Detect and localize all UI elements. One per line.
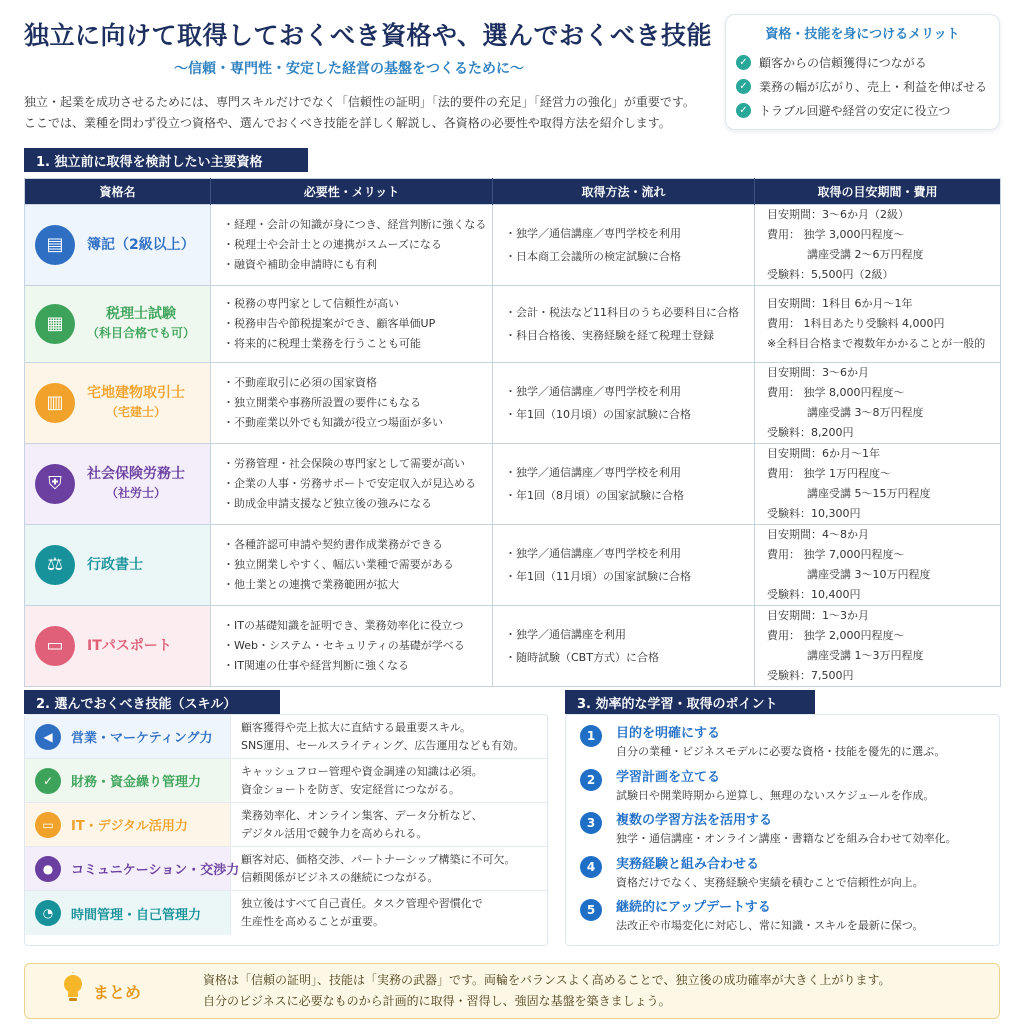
merit-item: ・将来的に税理士業務を行うことも可能: [223, 337, 421, 350]
qualification-title: [87, 305, 195, 343]
building-icon: ▥: [35, 383, 75, 423]
qualification-name: [35, 383, 210, 423]
qualification-name-cell: [25, 286, 211, 363]
cost-item: 受験料：10,400円: [767, 588, 861, 601]
laptop-icon: ▭: [35, 812, 61, 838]
merit-item: ・Web・システム・セキュリティの基礎が学べる: [223, 639, 465, 652]
method-item: ・独学／通信講座／専門学校を利用: [505, 466, 681, 479]
qualification-label: 簿記（2級以上）: [87, 236, 195, 253]
skills-panel: [24, 714, 548, 946]
cost-cell: [755, 606, 1001, 687]
merits-cell: [211, 205, 493, 286]
qualification-label: 宅地建物取引士: [87, 385, 185, 401]
point-number: 4: [580, 856, 602, 878]
qualification-title: [87, 556, 143, 575]
qualification-name-cell: [25, 205, 211, 286]
skill-name: [25, 715, 231, 758]
method-item: ・会計・税法など11科目のうち必要科目に合格: [505, 306, 739, 319]
cost-item: 講座受講 3〜8万円程度: [807, 406, 924, 419]
point-body: [616, 725, 945, 769]
merits-cell: [211, 286, 493, 363]
cost-item: 費用： 独学 8,000円程度〜: [767, 386, 905, 399]
qualification-label: 社会保険労務士: [87, 466, 185, 482]
cost-item: 受験料：5,500円（2級）: [767, 268, 894, 281]
scales-icon: ⚖: [35, 545, 75, 585]
method-item: ・年1回（10月頃）の国家試験に合格: [505, 408, 691, 421]
benefit-text: トラブル回避や経営の安定に役立つ: [759, 103, 951, 118]
merits-cell: [211, 606, 493, 687]
method-item: ・独学／通信講座／専門学校を利用: [505, 227, 681, 240]
benefit-item: [736, 50, 989, 74]
cost-item: 目安期間：1科目 6か月〜1年: [767, 297, 913, 310]
cost-item: 費用： 独学 2,000円程度〜: [767, 629, 905, 642]
point-body: [616, 769, 934, 813]
merit-item: ・IT関連の仕事や経営判断に強くなる: [223, 659, 409, 672]
point-item: [580, 899, 999, 943]
skill-name: [25, 803, 231, 846]
qualification-sublabel: （科目合格でも可）: [87, 326, 196, 340]
method-item: ・科目合格後、実務経験を経て税理士登録: [505, 329, 714, 342]
point-description: 試験日や開業時期から逆算し、無理のないスケジュールを作成。: [616, 788, 935, 802]
table-row: [25, 606, 1001, 687]
benefits-box: [725, 14, 1000, 130]
merit-item: ・他士業との連携で業務範囲が拡大: [223, 578, 399, 591]
method-item: ・年1回（11月頃）の国家試験に合格: [505, 570, 691, 583]
table-header-row: [25, 179, 1001, 205]
megaphone-icon: ◀: [35, 724, 61, 750]
skill-desc-line: SNS運用、セールスライティング、広告運用なども有効。: [241, 738, 525, 752]
finance-chart-icon: ✓: [35, 768, 61, 794]
column-header: 取得の目安期間・費用: [755, 179, 1001, 205]
merit-item: ・助成金申請支援など独立後の強みになる: [223, 497, 432, 510]
table-row: [25, 525, 1001, 606]
summary-line: 資格は「信頼の証明」、技能は「実務の武器」です。両輪をバランスよく高めることで、独立後の成功確率が大きく上がります。: [203, 973, 891, 987]
skill-label: 時間管理・自己管理力: [71, 907, 202, 923]
skill-name: [25, 759, 231, 802]
cost-item: 目安期間：3〜6か月: [767, 366, 869, 379]
point-body: [616, 812, 957, 856]
qualification-name: [35, 225, 210, 265]
merit-item: ・企業の人事・労務サポートで安定収入が見込める: [223, 477, 476, 490]
summary-text: [203, 970, 891, 1012]
table-row: [25, 205, 1001, 286]
cost-item: 講座受講 2〜6万円程度: [807, 248, 924, 261]
merit-item: ・税務申告や節税提案ができ、顧客単価UP: [223, 317, 436, 330]
cost-item: 講座受講 1〜3万円程度: [807, 649, 924, 662]
section2-heading: 2. 選んでおくべき技能（スキル）: [24, 690, 280, 714]
skill-row: [25, 847, 547, 891]
cost-item: 目安期間：1〜3か月: [767, 609, 869, 622]
point-title: 継続的にアップデートする: [616, 900, 771, 915]
cost-cell: [755, 363, 1001, 444]
lightbulb-icon: [53, 972, 93, 1011]
skill-description: [231, 763, 483, 799]
point-title: 複数の学習方法を活用する: [616, 813, 773, 828]
merit-item: ・税理士や会計士との連携がスムーズになる: [223, 238, 442, 251]
ledger-icon: ▤: [35, 225, 75, 265]
cost-cell: [755, 525, 1001, 606]
point-description: 資格だけでなく、実務経験や実績を積むことで信頼性が向上。: [616, 875, 924, 889]
cost-item: 受験料：10,300円: [767, 507, 861, 520]
point-title: 実務経験と組み合わせる: [616, 856, 760, 872]
benefit-text: 顧客からの信頼獲得につながる: [759, 55, 927, 70]
benefit-item: [736, 98, 989, 122]
table-row: [25, 286, 1001, 363]
skill-label: 営業・マーケティング力: [71, 731, 213, 746]
point-item: [580, 812, 999, 856]
qualification-label: 行政書士: [87, 556, 143, 573]
benefit-text: 業務の幅が広がり、売上・利益を伸ばせる: [759, 79, 988, 94]
qualification-name-cell: [25, 363, 211, 444]
merit-item: ・各種許認可申請や契約書作成業務ができる: [223, 538, 443, 551]
point-description: 法改正や市場変化に対応し、常に知識・スキルを最新に保つ。: [616, 919, 924, 932]
intro-line: ここでは、業種を問わず役立つ資格や、選んでおくべき技能を詳しく解説し、各資格の必要性や取得方法を紹介します。: [24, 116, 671, 130]
cost-item: 費用： 1科目あたり受験料 4,000円: [767, 317, 945, 330]
point-item: [580, 725, 999, 769]
speech-bubble-icon: ●: [35, 856, 61, 882]
method-item: ・独学／通信講座を利用: [505, 628, 626, 641]
column-header: 必要性・メリット: [211, 179, 493, 205]
cost-item: 費用： 独学 1万円程度〜: [767, 467, 891, 480]
point-body: [616, 899, 923, 943]
point-description: 独学・通信講座・オンライン講座・書籍などを組み合わせて効率化。: [616, 832, 957, 845]
cost-item: 費用： 独学 3,000円程度〜: [767, 228, 905, 241]
merit-item: ・税務の専門家として信頼性が高い: [223, 297, 399, 310]
points-panel: [565, 714, 1000, 946]
cost-item: 目安期間：6か月〜1年: [767, 447, 880, 460]
skill-desc-line: 顧客獲得や売上拡大に直結する最重要スキル。: [241, 720, 472, 734]
point-number: 1: [580, 725, 602, 747]
qualification-name-cell: [25, 525, 211, 606]
intro-text: [24, 92, 695, 134]
method-item: ・年1回（8月頃）の国家試験に合格: [505, 489, 684, 502]
summary-line: 自分のビジネスに必要なものから計画的に取得・習得し、強固な基盤を築きましょう。: [203, 994, 671, 1008]
point-description: 自分の業種・ビジネスモデルに必要な資格・技能を優先的に選ぶ。: [616, 745, 946, 758]
method-cell: [493, 525, 755, 606]
check-icon: ✓: [736, 103, 751, 118]
qualification-title: [87, 236, 195, 255]
skill-description: [231, 807, 483, 843]
method-cell: [493, 286, 755, 363]
qualification-name: [35, 304, 210, 344]
table-row: [25, 444, 1001, 525]
qualification-table: [24, 178, 1001, 687]
qualification-name: [35, 626, 210, 666]
skill-description: [231, 719, 524, 755]
merits-cell: [211, 444, 493, 525]
point-item: [580, 856, 999, 900]
method-cell: [493, 363, 755, 444]
cost-item: 講座受講 3〜10万円程度: [807, 568, 931, 581]
method-item: ・日本商工会議所の検定試験に合格: [505, 250, 681, 263]
qualification-sublabel: （社労士）: [105, 486, 166, 500]
merit-item: ・不動産業以外でも知識が役立つ場面が多い: [223, 416, 443, 429]
skill-row: [25, 803, 547, 847]
merit-item: ・経理・会計の知識が身につき、経営判断に強くなる: [223, 218, 487, 231]
cost-cell: [755, 286, 1001, 363]
intro-line: 独立・起業を成功させるためには、専門スキルだけでなく「信頼性の証明」「法的要件の充足」「経営力の強化」が重要です。: [24, 95, 695, 109]
qualification-sublabel: （宅建士）: [105, 405, 166, 419]
merit-item: ・不動産取引に必須の国家資格: [223, 376, 377, 389]
skill-name: [25, 891, 231, 935]
merit-item: ・独立開業や事務所設置の要件にもなる: [223, 396, 421, 409]
merits-cell: [211, 363, 493, 444]
skill-desc-line: 生産性を高めることが重要。: [241, 915, 384, 928]
shield-icon: ⛨: [35, 464, 75, 504]
merit-item: ・独立開業しやすく、幅広い業種で需要がある: [223, 558, 454, 571]
qualification-label: 税理士試験: [106, 306, 176, 322]
page-title: 独立に向けて取得しておくべき資格や、選んでおくべき技能: [24, 21, 713, 50]
qualification-name: [35, 464, 210, 504]
merit-item: ・融資や補助金申請時にも有利: [223, 258, 377, 271]
section1-heading: 1. 独立前に取得を検討したい主要資格: [24, 148, 308, 172]
method-cell: [493, 606, 755, 687]
qualification-label: ITパスポート: [87, 637, 172, 654]
benefits-title: 資格・技能を身につけるメリット: [765, 27, 960, 42]
merit-item: ・労務管理・社会保険の専門家として需要が高い: [223, 457, 465, 470]
skill-desc-line: キャッシュフロー管理や資金調達の知識は必須。: [241, 764, 483, 778]
qualification-title: [87, 465, 185, 503]
skill-desc-line: 資金ショートを防ぎ、安定経営につながる。: [241, 782, 461, 796]
method-cell: [493, 205, 755, 286]
calculator-icon: ▦: [35, 304, 75, 344]
qualification-name: [35, 545, 210, 585]
merit-item: ・ITの基礎知識を証明でき、業務効率化に役立つ: [223, 619, 464, 632]
qualification-title: [87, 384, 185, 422]
skill-description: [231, 895, 483, 931]
cost-item: 受験料：7,500円: [767, 669, 854, 682]
skill-name: [25, 847, 240, 890]
point-title: 学習計画を立てる: [616, 769, 721, 785]
skill-description: [231, 851, 516, 887]
cost-cell: [755, 444, 1001, 525]
page-subtitle: 〜信頼・専門性・安定した経営の基盤をつくるために〜: [174, 61, 524, 77]
skill-row: [25, 891, 547, 935]
skill-row: [25, 759, 547, 803]
qualification-name-cell: [25, 606, 211, 687]
cost-item: ※全科目合格まで複数年かかることが一般的: [767, 337, 986, 350]
cost-cell: [755, 205, 1001, 286]
point-number: 2: [580, 769, 602, 791]
skill-label: 財務・資金繰り管理力: [71, 775, 202, 790]
point-number: 3: [580, 812, 602, 834]
column-header: 資格名: [25, 179, 211, 205]
skill-desc-line: 業務効率化、オンライン集客、データ分析など、: [241, 808, 483, 822]
method-cell: [493, 444, 755, 525]
benefit-item: [736, 74, 989, 98]
section3-heading: 3. 効率的な学習・取得のポイント: [565, 690, 815, 714]
qualification-name-cell: [25, 444, 211, 525]
skill-desc-line: デジタル活用で競争力を高められる。: [241, 826, 428, 840]
merits-cell: [211, 525, 493, 606]
clock-icon: ◔: [35, 900, 61, 926]
cost-item: 費用： 独学 7,000円程度〜: [767, 548, 905, 561]
summary-label: まとめ: [93, 982, 142, 1002]
method-item: ・随時試験（CBT方式）に合格: [505, 651, 659, 664]
point-title: 目的を明確にする: [616, 726, 721, 741]
point-item: [580, 769, 999, 813]
monitor-icon: ▭: [35, 626, 75, 666]
skill-label: IT・デジタル活用力: [71, 819, 188, 834]
skill-label: コミュニケーション・交渉力: [71, 863, 240, 878]
point-number: 5: [580, 899, 602, 921]
cost-item: 受験料：8,200円: [767, 426, 854, 439]
skill-row: [25, 715, 547, 759]
method-item: ・独学／通信講座／専門学校を利用: [505, 385, 681, 398]
qualification-title: [87, 637, 172, 656]
skill-desc-line: 信頼関係がビジネスの継続につながる。: [241, 870, 439, 884]
check-icon: ✓: [736, 79, 751, 94]
skill-desc-line: 顧客対応、価格交渉、パートナーシップ構築に不可欠。: [241, 852, 516, 866]
column-header: 取得方法・流れ: [493, 179, 755, 205]
cost-item: 目安期間：4〜8か月: [767, 528, 869, 541]
check-icon: ✓: [736, 55, 751, 70]
cost-item: 講座受講 5〜15万円程度: [807, 487, 931, 500]
summary-box: [24, 963, 1000, 1019]
point-body: [616, 856, 924, 900]
cost-item: 目安期間：3〜6か月（2級）: [767, 208, 909, 221]
table-row: [25, 363, 1001, 444]
skill-desc-line: 独立後はすべて自己責任。タスク管理や習慣化で: [241, 897, 483, 910]
method-item: ・独学／通信講座／専門学校を利用: [505, 547, 681, 560]
